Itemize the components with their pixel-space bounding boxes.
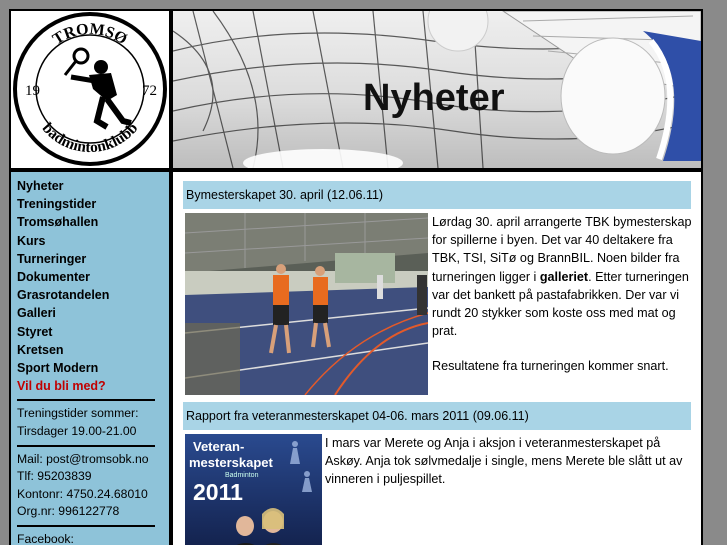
contact-org: Org.nr: 996122778 bbox=[17, 504, 120, 519]
news-1-text-part: Lørdag 30. april arrangerte TBK bymesterskap for spillerne i byen. Det var 40 deltakere fra TBK, TSI, SiTø og BrannBIL. Noen bilder fra turneringen ligger i bbox=[432, 215, 692, 284]
poster-sub: Badminton bbox=[225, 472, 259, 479]
nav-kretsen[interactable]: Kretsen bbox=[17, 342, 64, 357]
sidebar bbox=[11, 172, 169, 545]
news-2-text bbox=[325, 434, 693, 489]
tournament-photo[interactable] bbox=[185, 213, 428, 395]
poster-line-2: mesterskapet bbox=[189, 455, 273, 470]
news-heading-2: Rapport fra veteranmesterskapet 04-06. mars 2011 (09.06.11) bbox=[183, 402, 691, 430]
veteran-poster-photo[interactable] bbox=[185, 434, 322, 545]
contact-mail: Mail: post@tromsobk.no bbox=[17, 451, 149, 466]
poster-line-1: Veteran- bbox=[193, 439, 245, 454]
divider bbox=[17, 445, 155, 447]
facebook-label: Facebook: bbox=[17, 532, 74, 545]
nav-sport-modern[interactable]: Sport Modern bbox=[17, 361, 99, 376]
nav-styret[interactable]: Styret bbox=[17, 324, 53, 339]
news-1-paragraph bbox=[432, 213, 694, 340]
nav-galleri[interactable]: Galleri bbox=[17, 306, 56, 321]
news-heading-1: Bymesterskapet 30. april (12.06.11) bbox=[183, 181, 691, 209]
contact-phone: Tlf: 95203839 bbox=[17, 469, 92, 484]
main-content bbox=[173, 172, 701, 545]
news-1-text-part: . Etter turneringen var det bankett på pastafabrikken. Der var vi rundt 20 stykker som koste oss med mat og prat. bbox=[432, 269, 689, 339]
nav-kurs[interactable]: Kurs bbox=[17, 233, 46, 248]
nav-dokumenter[interactable]: Dokumenter bbox=[17, 270, 90, 285]
nav-turneringer[interactable]: Turneringer bbox=[17, 251, 87, 266]
poster-year: 2011 bbox=[193, 479, 243, 505]
header-banner bbox=[173, 11, 701, 168]
logo-year-left: 19 bbox=[25, 83, 40, 99]
logo-text-bottom: badmintonklubb bbox=[38, 119, 142, 157]
page-title: Nyheter bbox=[363, 77, 505, 119]
training-line-2: Tirsdager 19.00-21.00 bbox=[17, 424, 137, 439]
divider bbox=[17, 399, 155, 401]
galleriet-link[interactable]: galleriet bbox=[539, 269, 589, 284]
nav-nyheter[interactable]: Nyheter bbox=[17, 179, 64, 193]
club-logo[interactable] bbox=[11, 11, 169, 168]
logo-text-top: TROMSØ bbox=[49, 20, 130, 49]
nav-vil-du-bli-med[interactable]: Vil du bli med? bbox=[17, 379, 106, 394]
divider bbox=[17, 525, 155, 527]
logo-year-right: 72 bbox=[142, 83, 157, 99]
contact-account: Kontonr: 4750.24.68010 bbox=[17, 486, 148, 501]
news-1-paragraph-2: Resultatene fra turneringen kommer snart. bbox=[432, 359, 669, 374]
training-line-1: Treningstider sommer: bbox=[17, 406, 139, 421]
news-1-text bbox=[432, 213, 694, 376]
news-2-paragraph: I mars var Merete og Anja i aksjon i veteranmesterskapet på Askøy. Anja tok sølvmedalje i single, mens Merete ble slått ut av vinneren i puljespillet. bbox=[325, 436, 683, 487]
nav-tromsohallen[interactable]: Tromsøhallen bbox=[17, 215, 99, 230]
nav-grasrotandelen[interactable]: Grasrotandelen bbox=[17, 288, 110, 303]
nav-treningstider[interactable]: Treningstider bbox=[17, 197, 97, 212]
